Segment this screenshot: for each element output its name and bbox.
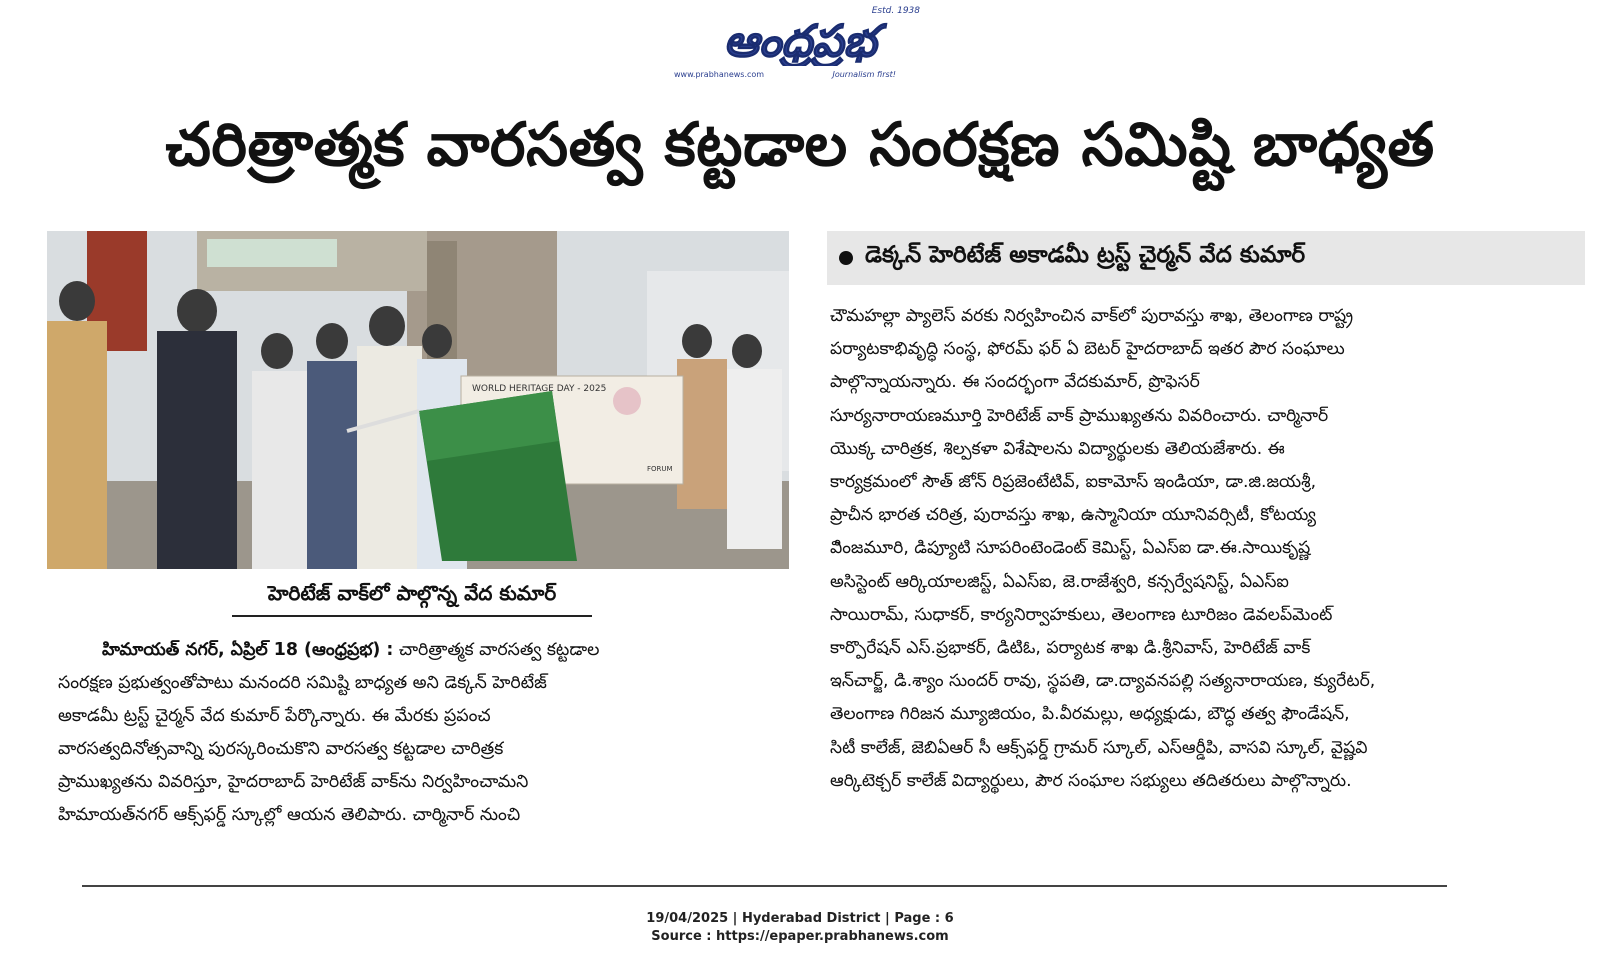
banner-text-3: FORUM <box>647 465 673 473</box>
body-right-line-10: సాయిరామ్, సుధాకర్, కార్యనిర్వాహకులు, తెలంగాణ టూరిజం డెవలప్‌మెంట్ <box>830 604 1333 625</box>
footer-divider <box>82 885 1447 887</box>
masthead-url: www.prabhanews.com <box>674 70 765 79</box>
body-right-line-2: పర్యాటకాభివృద్ధి సంస్థ, ఫోరమ్ ఫర్ ఏ బెటర్ హైదరాబాద్ ఇతర పౌర సంఘాలు <box>830 339 1345 360</box>
article-body-right <box>830 300 1580 798</box>
body-left-line-5: ప్రాముఖ్యతను వివరిస్తూ, హైదరాబాద్ హెరిటేజ్ వాక్‌ను నిర్వహించామని <box>58 772 529 792</box>
body-right-line-3: పాల్గొన్నాయన్నారు. ఈ సందర్భంగా వేదకుమార్, ప్రొఫెసర్ <box>830 372 1200 393</box>
masthead-estd: Estd. 1938 <box>871 6 920 16</box>
dateline: హిమాయత్ నగర్, ఏప్రిల్ 18 (ఆంధ్రప్రభ) : <box>102 640 394 660</box>
body-right-line-8: విింజమూరి, డిప్యూటి సూపరింటెండెంట్ కెమిస్ట్, ఏఎస్ఐ డా.ఈ.సాయికృష్ణ <box>830 538 1311 559</box>
masthead <box>670 6 930 82</box>
body-left-line-6: హిమాయత్‌నగర్ ఆక్స్‌ఫర్డ్ స్కూల్లో ఆయన తెలిపారు. చార్మినార్ నుంచి <box>58 805 521 825</box>
body-left-line-1 <box>58 634 793 667</box>
masthead-logo <box>670 14 930 66</box>
body-right-line-6: కార్యక్రమంలో సౌత్ జోన్ రిప్రజెంటేటివ్, ఐకామోస్ ఇండియా, డా.జి.జయశ్రీ, <box>830 472 1317 493</box>
body-right-line-7: ప్రాచీన భారత చరిత్ర, పురావస్తు శాఖ, ఉస్మానియా యూనివర్సిటీ, కోటయ్య <box>830 505 1317 526</box>
body-right-line-11: కార్పొరేషన్ ఎస్.ప్రభాకర్, డిటిఓ, పర్యాటక శాఖ డి.శ్రీనివాస్, హెరిటేజ్ వాక్ <box>830 638 1311 659</box>
body-right-line-5: యొక్క చారిత్రక, శిల్పకళా విశేషాలను విద్యార్థులకు తెలియజేశారు. ఈ <box>830 438 1285 459</box>
body-left-line-3: అకాడమీ ట్రస్ట్ చైర్మన్ వేద కుమార్ పేర్కొన్నారు. ఈ మేరకు ప్రపంచ <box>58 706 491 726</box>
body-right-line-15: ఆర్కిటెక్చర్ కాలేజ్ విద్యార్థులు, పౌర సంఘాల సభ్యులు తదితరులు పాల్గొన్నారు. <box>830 770 1352 791</box>
masthead-title: ఆంధ్రప్రభ <box>723 16 877 66</box>
bullet-icon <box>839 251 853 265</box>
subhead-box <box>827 231 1585 285</box>
body-right-line-12: ఇన్‌చార్జ్, డి.శ్యాం సుందర్ రావు, స్థపతి, డా.ద్యావనపల్లి సత్యనారాయణ, క్యురేటర్, <box>830 671 1376 692</box>
body-right-line-13: తెలంగాణ గిరిజన మ్యూజియం, పి.వీరమల్లు, అధ్యక్షుడు, బౌద్ధ తత్వ ఫౌండేషన్, <box>830 704 1350 725</box>
caption-underline <box>232 615 592 617</box>
article-body-left <box>58 634 793 832</box>
body-left-text-1: చారిత్రాత్మక వారసత్వ కట్టడాల <box>398 640 600 660</box>
masthead-tagline: Journalism first! <box>832 70 896 79</box>
subhead-text: డెక్కన్ హెరిటేజ్ అకాడమీ ట్రస్ట్ చైర్మన్ వేద కుమార్ <box>865 242 1306 268</box>
banner-text-1: WORLD HERITAGE DAY - 2025 <box>472 384 607 394</box>
body-right-line-1: చౌమహల్లా ప్యాలెస్ వరకు నిర్వహించిన వాక్‌లో పురావస్తు శాఖ, తెలంగాణ రాష్ట్ర <box>830 306 1354 326</box>
photo-flag-off-ceremony-icon <box>47 231 789 569</box>
body-left-line-4: వారసత్వదినోత్సవాన్ని పురస్కరించుకొని వారసత్వ కట్టడాల చారిత్రక <box>58 739 504 759</box>
news-photo <box>47 231 789 569</box>
photo-caption: హెరిటేజ్ వాక్‌లో పాల్గొన్న వేద కుమార్ <box>267 581 557 605</box>
footer-source-line[interactable]: Source : https://epaper.prabhanews.com <box>651 929 949 944</box>
headline: చరిత్రాత్మక వారసత్వ కట్టడాల సంరక్షణ సమిష్టి బాధ్యత <box>165 110 1435 180</box>
body-right-line-4: సూర్యనారాయణమూర్తి హెరిటేజ్ వాక్ ప్రాముఖ్యతను వివరించారు. చార్మినార్ <box>830 405 1329 426</box>
body-left-line-2: సంరక్షణ ప్రభుత్వంతోపాటు మనందరి సమిష్టి బాధ్యత అని డెక్కన్ హెరిటేజ్ <box>58 673 547 693</box>
footer-date-line: 19/04/2025 | Hyderabad District | Page : 6 <box>646 911 954 926</box>
body-right-line-14: సిటీ కాలేజ్, జెబిఏఆర్ సీ ఆక్స్‌ఫర్డ్ గ్రామర్ స్కూల్, ఎస్ఆర్డీపి, వాసవి స్కూల్, వైష్ణవి <box>830 737 1368 758</box>
footer <box>0 910 1600 946</box>
body-right-line-9: అసిస్టెంట్ ఆర్కియాలజిస్ట్, ఏఎస్ఐ, జె.రాజేశ్వరి, కన్సర్వేషనిస్ట్, ఏఎస్ఐ <box>830 571 1289 592</box>
